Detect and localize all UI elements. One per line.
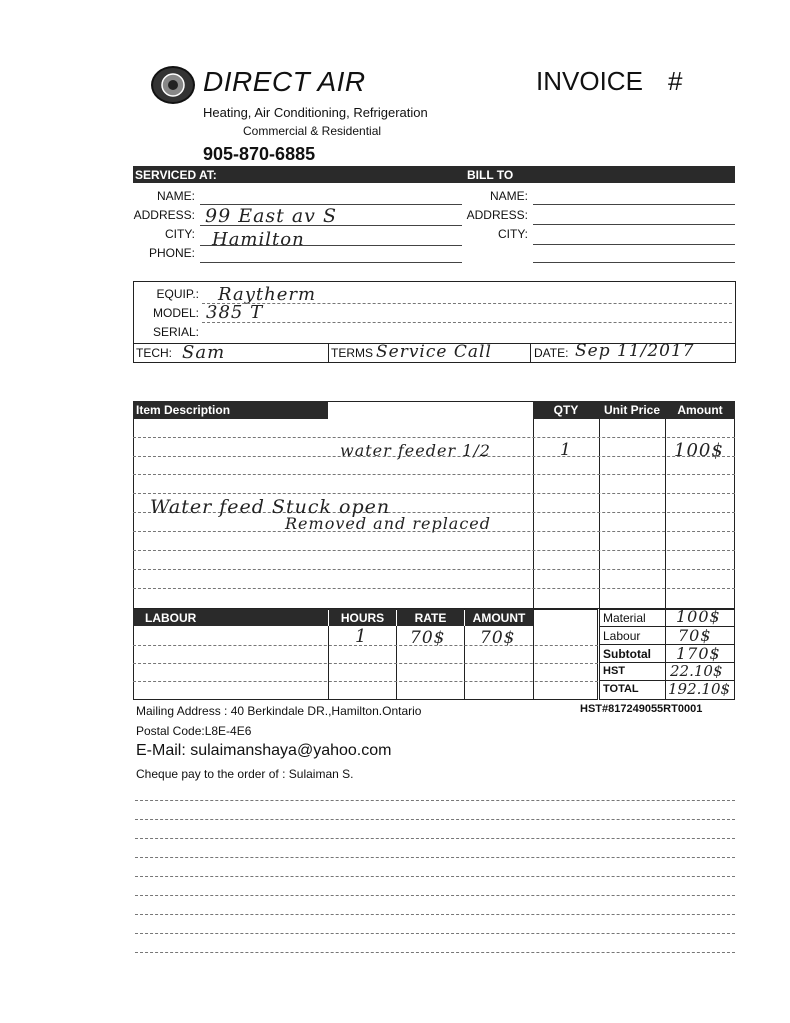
postal-code: Postal Code:L8E-4E6: [136, 724, 252, 738]
terms-value: Service Call: [376, 342, 492, 362]
serviced-name-label: NAME:: [156, 189, 195, 203]
item-row1-amount: 100$: [674, 440, 724, 461]
cheque-payee: Cheque pay to the order of : Sulaiman S.: [136, 767, 354, 781]
tech-value: Sam: [182, 342, 226, 363]
invoice-number-symbol: #: [668, 66, 683, 96]
brand-logo-icon: [151, 66, 195, 104]
hours-header: HOURS: [329, 609, 396, 626]
labour-hours-value: 1: [355, 626, 368, 647]
serviced-address-value: 99 East av S: [205, 205, 337, 227]
labour-rate-value: 70$: [410, 628, 446, 648]
model-value: 385 T: [206, 302, 264, 323]
tagline-services: Heating, Air Conditioning, Refrigeration: [203, 105, 428, 120]
brand-name: DIRECT AIR: [203, 66, 366, 97]
amount-header: Amount: [665, 401, 735, 419]
item-note-line1: Water feed Stuck open: [150, 496, 391, 518]
date-label: DATE:: [534, 346, 569, 360]
serial-label: SERIAL:: [152, 325, 199, 339]
rate-header: RATE: [397, 609, 464, 626]
invoice-title: INVOICE: [536, 66, 643, 96]
company-phone: 905-870-6885: [203, 144, 316, 164]
qty-header: QTY: [533, 401, 599, 419]
billto-name-label: NAME:: [489, 189, 528, 203]
tagline-sectors: Commercial & Residential: [243, 124, 382, 138]
serviced-billto-bar: [133, 166, 735, 183]
item-description-header: Item Description: [133, 401, 328, 419]
serviced-phone-label: PHONE:: [148, 246, 195, 260]
item-row1-description: water feeder 1/2: [340, 441, 491, 460]
labour-total-label: Labour: [603, 629, 641, 643]
model-label: MODEL:: [152, 306, 199, 320]
email-address: E-Mail: sulaimanshaya@yahoo.com: [136, 742, 392, 759]
labour-amount-value: 70$: [480, 628, 516, 648]
terms-label: TERMS: [331, 346, 373, 360]
hst-value: 22.10$: [670, 662, 723, 680]
billto-address-label: ADDRESS:: [466, 208, 528, 222]
serviced-at-title: SERVICED AT:: [135, 168, 217, 182]
labour-total-value: 70$: [678, 626, 712, 645]
unit-price-header: Unit Price: [599, 401, 665, 419]
material-value: 100$: [676, 607, 721, 626]
serviced-city-label: CITY:: [164, 227, 195, 241]
subtotal-value: 170$: [676, 644, 721, 663]
serviced-address-label: ADDRESS:: [133, 208, 195, 222]
bill-to-title: BILL TO: [467, 168, 514, 182]
hst-number: HST#817249055RT0001: [580, 703, 703, 715]
direct-air-logo-icon: [153, 68, 193, 102]
billto-city-label: CITY:: [497, 227, 528, 241]
total-label: TOTAL: [603, 683, 639, 695]
item-note-line2: Removed and replaced: [285, 514, 492, 533]
equip-value: Raytherm: [218, 284, 317, 305]
total-value: 192.10$: [668, 680, 731, 698]
mailing-address: Mailing Address : 40 Berkindale DR.,Hamilton.Ontario: [136, 704, 422, 718]
equip-label: EQUIP.:: [156, 287, 199, 301]
tech-label: TECH:: [136, 346, 172, 360]
hst-label: HST: [603, 665, 625, 677]
date-value: Sep 11/2017: [575, 341, 695, 361]
material-label: Material: [603, 611, 646, 625]
labour-amount-header: AMOUNT: [465, 609, 533, 626]
item-row1-qty: 1: [560, 440, 572, 460]
subtotal-label: Subtotal: [603, 647, 651, 661]
serviced-city-value: Hamilton: [212, 229, 305, 250]
labour-header: LABOUR: [133, 609, 328, 626]
